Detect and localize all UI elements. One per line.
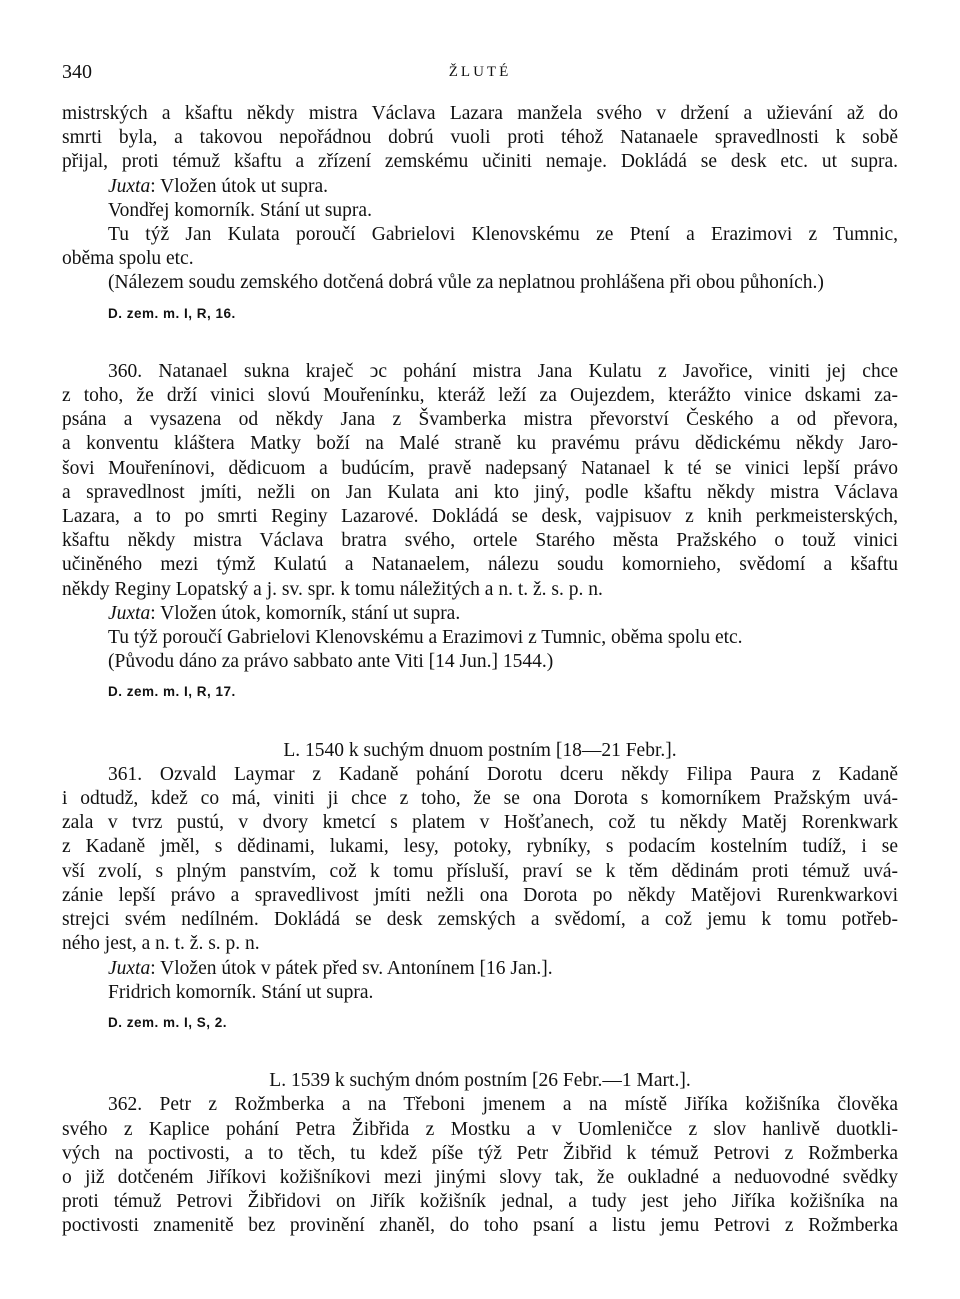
text-line: psána a vysazena od někdy Jana z Švamberka mistra převorství Českého a od převora, [62, 409, 898, 431]
text-line: Tu týž poroučí Gabrielovi Klenovskému a Erazimovi z Tumnic, oběma spolu etc. [108, 627, 743, 649]
juxta-text: : Vložen útok ut supra. [150, 175, 329, 197]
page-body [62, 102, 898, 1239]
juxta-text: : Vložen útok, komorník, stání ut supra. [150, 602, 461, 624]
text-line: smrti byla, a takovou nepořádnou dobrú vuoli proti téhož Natanaele spravedlnosti k sobě [62, 127, 898, 149]
text-line: přijal, proti témuž kšaftu a zřízení zemskému učiniti nemaje. Dokládá se desk etc. ut supra. [62, 151, 898, 173]
text-line: vých na poctivosti, a to těch, tu kdež píše týž Petr Žibřid k témuž Petrovi z Rožmberka [62, 1142, 898, 1164]
spacer [62, 705, 898, 739]
section-heading: L. 1539 k suchým dnóm postním [26 Febr.—1 Mart.]. [269, 1070, 691, 1092]
text-line: i odtudž, kdež co má, viniti ji chce z toho, že se ona Dorota s komorníkem Pražským uvá- [62, 788, 898, 810]
juxta-line [62, 957, 898, 981]
text-line: a spravedlnost jmíti, nežli on Jan Kulata ani kto jiný, podle kšaftu někdy mistra Václava [62, 481, 898, 503]
entry-361 [62, 763, 898, 1035]
text-line: 361. Ozvald Laymar z Kadaně pohání Dorotu dceru někdy Filipa Paura z Kadaně [108, 763, 898, 785]
text-line: kšaftu někdy mistra Václava bratra svého, ortele Starého města Pražského o touž vinici [62, 530, 898, 552]
page-number: 340 [62, 61, 92, 83]
running-title: ŽLUTÉ [448, 64, 512, 80]
juxta-text: : Vložen útok v pátek před sv. Antonínem [16 Jan.]. [150, 957, 553, 979]
komornik-line: Vondřej komorník. Stání ut supra. [108, 199, 372, 221]
juxta-label: Juxta [108, 957, 151, 979]
text-line: šovi Mouřenínovi, dědicuom a budúcím, pravě nadepsaný Natanael k té se vinici lepší právo [62, 457, 898, 479]
source-reference: D. zem. m. I, S, 2. [108, 1014, 228, 1030]
text-line: z Kadaně jměl, s dědinami, lukami, lesy, potoky, rybníky, s podacím kostelním tudíž, i se [62, 836, 898, 858]
text-line: zánie lepší právo a spravedlivost jmíti nežli ona Dorota po někdy Matějovi Rurenkwarkovi [62, 884, 898, 906]
text-line: z toho, že drží vinici slovú Mouřenínku, kteráž leží za Oujezdem, kterážto vinice dskami za- [62, 385, 898, 407]
source-reference: D. zem. m. I, R, 16. [108, 305, 236, 321]
text-line: někdy Reginy Lopatský a j. sv. spr. k tomu náležitých a n. t. ž. s. p. n. [62, 578, 603, 600]
text-line: ného jest, a n. t. ž. s. p. n. [62, 933, 260, 955]
note-line: (Nálezem soudu zemského dotčená dobrá vůle za neplatnou prohlášena při obou půhoních.) [108, 272, 824, 294]
page-header [62, 60, 898, 84]
text-line: svého z Kaplice pohání Petra Žibřida z Mostku a v Uomleničce z slov hanlivě duotkli- [62, 1118, 898, 1140]
spacer [62, 326, 898, 360]
entry-360 [62, 360, 898, 705]
spacer [62, 1035, 898, 1069]
juxta-label: Juxta [108, 602, 151, 624]
juxta-line [62, 175, 898, 199]
section-heading: L. 1540 k suchým dnuom postním [18—21 Febr.]. [283, 739, 677, 761]
text-line: 360. Natanael sukna kraječ ↄc pohání mistra Jana Kulatu z Javořice, viniti jej chce [108, 360, 898, 382]
text-line: strejci svém nedílném. Dokládá se desk zemských a svědomí, a což jemu k tomu potřeb- [62, 909, 898, 931]
text-line: a konventu kláštera Matky boží na Malé straně ku pravému právu dědickému někdy Jaro- [62, 433, 898, 455]
entry-362 [62, 1093, 898, 1238]
text-line: Tu týž Jan Kulata poroučí Gabrielovi Klenovskému ze Ptení a Erazimovi z Tumnic, [108, 224, 898, 246]
text-line: oběma spolu etc. [62, 248, 194, 270]
text-line: vší zvolí, s plným panstvím, což k tomu přísluší, praví se k těm dědinám proti témuž uvá- [62, 860, 898, 882]
text-line: zala v tvrz pustú, v dvory kmetcí s platem v Hošťanech, což tu někdy Matěj Rorenkwark [62, 812, 898, 834]
note-line: (Původu dáno za právo sabbato ante Viti [14 Jun.] 1544.) [108, 651, 554, 673]
juxta-line [62, 602, 898, 626]
text-line: poctivosti znamenitě bez provinění zhaněl, do toho psaní a listu jemu Petrovi z Rožmberka [62, 1215, 898, 1237]
komornik-line: Fridrich komorník. Stání ut supra. [108, 981, 374, 1003]
text-line: Lazara, a to po smrti Reginy Lazarové. Dokládá se desk, vajpisuov z knih perkmeisterských, [62, 506, 898, 528]
text-line: 362. Petr z Rožmberka a na Třeboni jmenem a na místě Jiříka kožišníka člověka [108, 1094, 898, 1116]
text-line: mistrských a kšaftu někdy mistra Václava Lazara manžela svého v držení a užievání až do [62, 103, 898, 124]
juxta-label: Juxta [108, 175, 151, 197]
entry-359-continuation [62, 102, 898, 326]
source-reference: D. zem. m. I, R, 17. [108, 684, 236, 700]
text-line: proti témuž Petrovi Žibřidovi on Jiřík kožišník jednal, a tudy jest jeho Jiříka kožišníka na [62, 1191, 898, 1213]
text-line: o již dotčeném Jiříkovi kožišníkovi mezi jinými slovy tak, že oukladné a neduovodné svědky [62, 1166, 898, 1188]
text-line: učiněného mezi týmž Kulatú a Natanaelem, nálezu soudu komornieho, svědomí a kšaftu [62, 554, 898, 576]
